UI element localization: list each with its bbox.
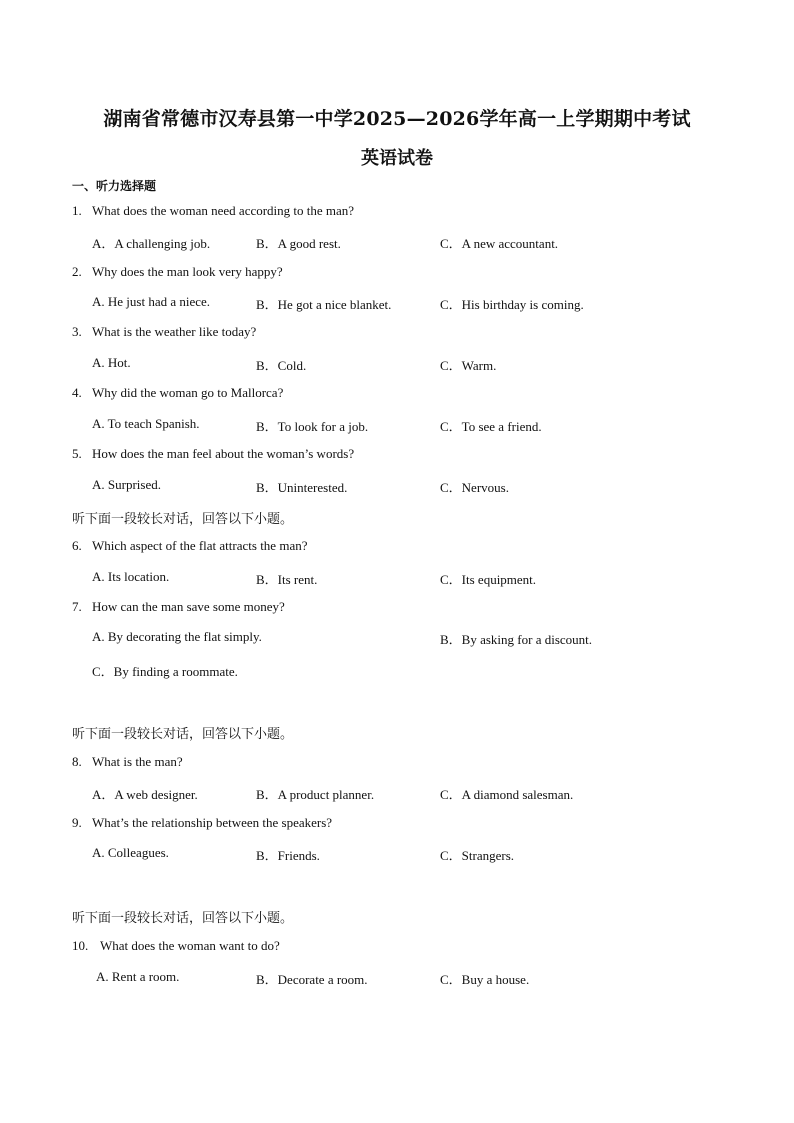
option-c: C．His birthday is coming. xyxy=(440,297,584,312)
question-text: Which aspect of the flat attracts the man? xyxy=(92,538,308,553)
option-a: A. Hot. xyxy=(92,355,131,370)
question-number: 5. xyxy=(72,446,82,461)
question-text: What does the woman want to do? xyxy=(100,938,280,953)
question-text: How does the man feel about the woman’s words? xyxy=(92,446,355,461)
question-text: What does the woman need according to the man? xyxy=(92,203,355,218)
option-c: C．Warm. xyxy=(440,358,497,373)
question-text: Why does the man look very happy? xyxy=(92,264,283,279)
question-text: What’s the relationship between the speakers? xyxy=(92,815,333,830)
option-a: A. Its location. xyxy=(92,569,170,584)
question-text: How can the man save some money? xyxy=(92,599,285,614)
option-c: C．To see a friend. xyxy=(440,419,542,434)
question-text: Why did the woman go to Mallorca? xyxy=(92,385,284,400)
option-a: A. To teach Spanish. xyxy=(92,416,200,431)
question-number: 2. xyxy=(72,264,82,279)
question-number: 6. xyxy=(72,538,82,553)
question-5 xyxy=(72,446,354,462)
option-b: B．Friends. xyxy=(256,848,320,863)
option-b: B．A good rest. xyxy=(256,236,341,251)
question-text: What is the weather like today? xyxy=(92,324,257,339)
question-number: 3. xyxy=(72,324,82,339)
option-b: B．Cold. xyxy=(256,358,307,373)
option-c: C．Strangers. xyxy=(440,848,515,863)
listening-direction: 听下面一段较长对话，回答以下小题。 xyxy=(72,727,294,742)
option-c: C．A new accountant. xyxy=(440,236,559,251)
option-a: A. He just had a niece. xyxy=(92,294,211,309)
option-a: A．A web designer. xyxy=(92,787,198,802)
question-1 xyxy=(72,203,354,219)
question-10 xyxy=(72,938,280,954)
question-number: 7. xyxy=(72,599,82,614)
page-title: 湖南省常德市汉寿县第一中学2025—2026学年高一上学期期中考试 xyxy=(103,108,691,130)
option-c: C．Buy a house. xyxy=(440,972,530,987)
question-3 xyxy=(72,324,256,340)
listening-direction: 听下面一段较长对话，回答以下小题。 xyxy=(72,512,294,527)
listening-direction: 听下面一段较长对话，回答以下小题。 xyxy=(72,911,294,926)
option-b: B．Decorate a room. xyxy=(256,972,368,987)
option-a: A. Rent a room. xyxy=(96,969,180,984)
question-number: 1. xyxy=(72,203,82,218)
option-c: C．A diamond salesman. xyxy=(440,787,574,802)
question-number: 10. xyxy=(72,938,89,953)
option-b: B．He got a nice blanket. xyxy=(256,297,392,312)
option-b: B．By asking for a discount. xyxy=(440,632,593,647)
question-number: 8. xyxy=(72,754,82,769)
question-2 xyxy=(72,264,283,280)
option-a: A. Colleagues. xyxy=(92,845,169,860)
option-a: A. Surprised. xyxy=(92,477,161,492)
section-heading: 一、听力选择题 xyxy=(72,179,157,193)
question-4 xyxy=(72,385,283,401)
option-a: A．A challenging job. xyxy=(92,236,211,251)
question-number: 4. xyxy=(72,385,82,400)
question-9 xyxy=(72,815,332,831)
question-8 xyxy=(72,754,183,770)
option-c: C．Nervous. xyxy=(440,480,509,495)
question-number: 9. xyxy=(72,815,82,830)
question-6 xyxy=(72,538,307,554)
question-7 xyxy=(72,599,285,615)
page-subtitle: 英语试卷 xyxy=(361,148,433,169)
option-c: C．Its equipment. xyxy=(440,572,537,587)
option-b: B．Its rent. xyxy=(256,572,318,587)
question-text: What is the man? xyxy=(92,754,183,769)
option-c: C．By finding a roommate. xyxy=(92,664,238,679)
option-b: B．Uninterested. xyxy=(256,480,348,495)
option-b: B．A product planner. xyxy=(256,787,375,802)
option-b: B．To look for a job. xyxy=(256,419,369,434)
option-a: A. By decorating the flat simply. xyxy=(92,629,262,644)
